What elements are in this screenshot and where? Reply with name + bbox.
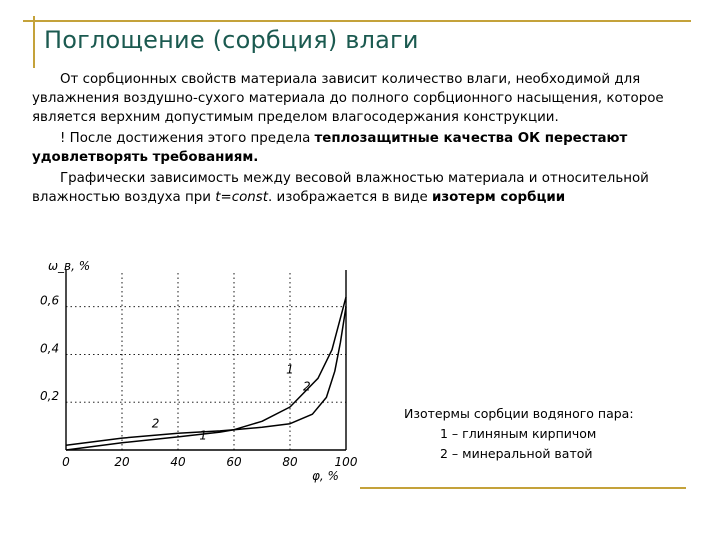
x-tick-label: 0 [62, 455, 70, 469]
frame-top-line [23, 20, 691, 22]
paragraph-run-italic: t=const [215, 190, 268, 205]
paragraph-run: . изображается в виде [268, 190, 432, 205]
paragraph-run: Графически зависимость между весовой влажностью материала и относительной влажностью воздуха при [32, 171, 649, 205]
x-tick-label: 60 [226, 455, 242, 469]
paragraph-run: От сорбционных свойств материала зависит количество влаги, необходимой для увлажнения воздушно-сухого материала до полного сорбционного насыщения, которое является верхним допустимым пределом влагосодержания конструкции. [32, 72, 664, 125]
series-line-1 [66, 297, 346, 450]
series-label-2: 2 [302, 379, 311, 394]
caption-item-mineral-wool: 2 – минеральной ватой [440, 446, 593, 461]
x-axis-label: φ, % [312, 469, 339, 483]
frame-vertical-line [33, 16, 35, 68]
chart-series [66, 297, 346, 450]
slide-title: Поглощение (сорбция) влаги [44, 26, 419, 54]
y-tick-label: 0,2 [40, 389, 60, 404]
paragraph-limit-warning [32, 129, 704, 167]
paragraph-run-bold: изотерм сорбции [431, 190, 566, 205]
y-tick-label: 0,6 [40, 293, 60, 308]
caption-title: Изотермы сорбции водяного пара: [404, 406, 634, 421]
series-label-1: 1 [286, 362, 294, 377]
paragraph-run-bold: теплозащитные качества ОК перестают удовлетворять требованиям. [32, 131, 628, 165]
paragraph-sorption-properties [32, 70, 704, 127]
sorption-isotherm-chart [34, 254, 364, 490]
x-tick-label: 80 [282, 455, 298, 469]
body-text [32, 70, 704, 207]
x-tick-label: 40 [170, 455, 186, 469]
y-axis-label: ω_в, % [48, 259, 91, 273]
series-label-2: 2 [151, 416, 160, 431]
series-label-1: 1 [199, 428, 208, 443]
paragraph-graphical-dependence [32, 169, 704, 207]
frame-bottom-line [360, 487, 686, 489]
x-tick-label: 20 [114, 455, 130, 469]
chart-caption [404, 404, 634, 464]
y-tick-label: 0,4 [40, 341, 60, 356]
series-line-2 [66, 307, 346, 446]
caption-item-brick: 1 – глиняным кирпичом [440, 426, 597, 441]
chart-grid [66, 270, 346, 450]
x-tick-label: 100 [334, 455, 358, 469]
paragraph-run: ! После достижения этого предела [60, 131, 315, 146]
